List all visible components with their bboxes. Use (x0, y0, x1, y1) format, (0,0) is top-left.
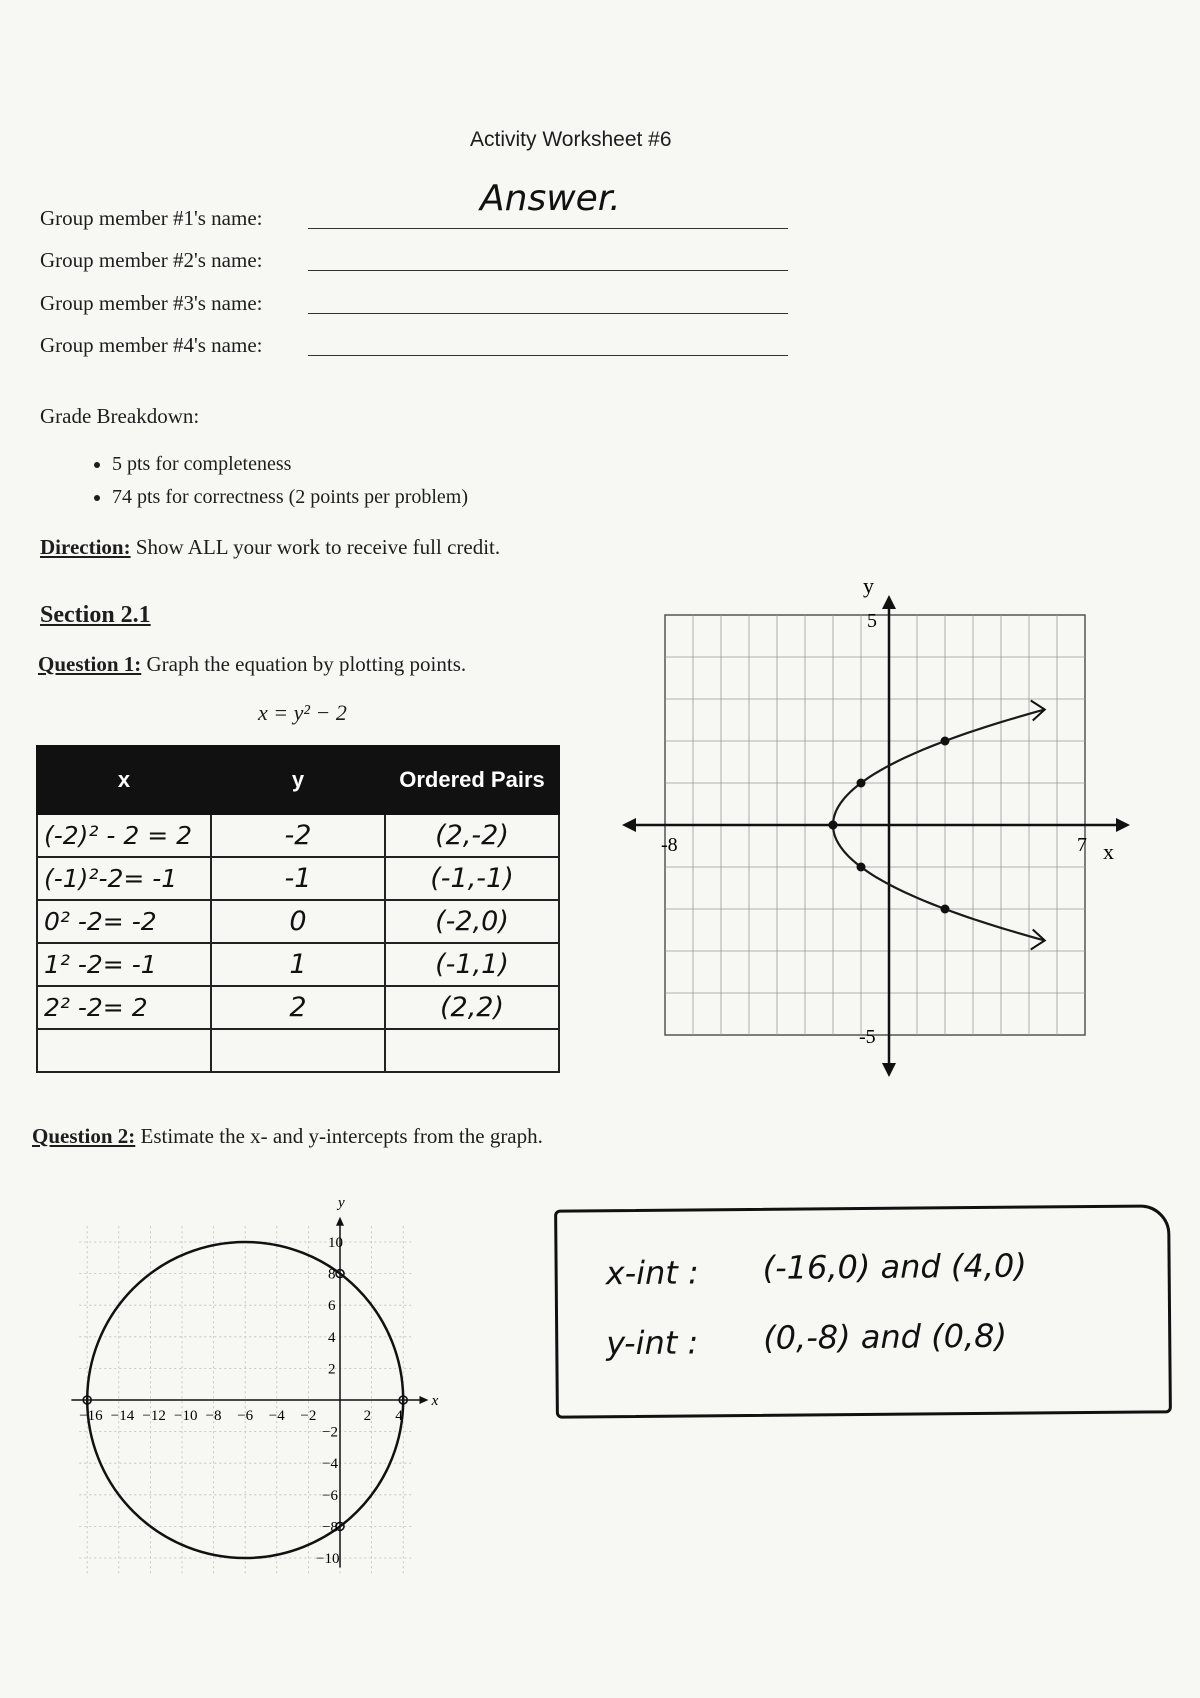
direction-label: Direction: (40, 535, 131, 559)
x-cell[interactable]: (-2)² - 2 = 2 (37, 814, 211, 857)
plotted-point (941, 737, 950, 746)
handwritten-answer-name: Answer. (480, 178, 621, 219)
pair-cell[interactable]: (-1,-1) (385, 857, 559, 900)
member-2-label: Group member #2's name: (40, 248, 263, 272)
member-2-line[interactable] (308, 270, 788, 271)
question-2 (32, 1120, 592, 1152)
plotted-point (829, 821, 838, 830)
x-tick-label: −8 (205, 1408, 222, 1424)
y-axis-up-arrow (882, 595, 896, 609)
grade-item: • 74 pts for correctness (2 points per problem) (112, 481, 468, 514)
pair-cell[interactable]: (2,-2) (385, 814, 559, 857)
grade-item: • 5 pts for completeness (112, 448, 468, 481)
table-row (37, 1029, 559, 1072)
y-axis-label: y (338, 1195, 345, 1212)
member-3-label: Group member #3's name: (40, 291, 263, 315)
pair-cell[interactable]: (2,2) (385, 986, 559, 1029)
x-tick-label: −6 (237, 1408, 254, 1424)
x-cell[interactable]: (-1)²-2= -1 (37, 857, 211, 900)
equation: x = y² − 2 (258, 700, 347, 725)
y-cell[interactable]: -1 (211, 857, 385, 900)
plotted-point (857, 863, 866, 872)
pair-cell[interactable]: (-1,1) (385, 943, 559, 986)
y-int-value: (0,-8) and (0,8) (763, 1316, 1008, 1357)
x-min-tick-label: -8 (661, 834, 678, 856)
plotted-point (857, 779, 866, 788)
y-tick-label: −2 (322, 1424, 338, 1441)
question-1-text: Graph the equation by plotting points. (141, 652, 467, 676)
y-tick-label: 8 (328, 1266, 336, 1283)
y-cell[interactable]: 1 (211, 943, 385, 986)
y-max-tick-label: 5 (867, 610, 877, 632)
question-2-label: Question 2: (32, 1124, 136, 1148)
x-tick-label: −12 (142, 1408, 166, 1424)
table-row (37, 900, 559, 943)
table-header-x: x (37, 746, 211, 814)
question-1-label: Question 1: (38, 652, 142, 676)
x-tick-label: −16 (79, 1408, 103, 1424)
member-4-label: Group member #4's name: (40, 333, 263, 357)
x-tick-label: −10 (174, 1408, 198, 1424)
worksheet-title: Activity Worksheet #6 (470, 128, 672, 151)
y-axis-arrow (336, 1217, 344, 1226)
table-header-y: y (211, 746, 385, 814)
y-axis-down-arrow (882, 1063, 896, 1077)
pair-cell[interactable]: (-2,0) (385, 900, 559, 943)
x-tick-label: −2 (300, 1408, 317, 1424)
y-tick-label: 10 (328, 1235, 343, 1251)
y-axis-label: y (863, 573, 874, 598)
x-axis-label: x (431, 1393, 439, 1409)
x-axis-right-arrow (1116, 818, 1130, 832)
member-1-label: Group member #1's name: (40, 206, 263, 230)
table-header-pairs: Ordered Pairs (385, 746, 559, 814)
y-cell[interactable]: 2 (211, 986, 385, 1029)
x-max-tick-label: 7 (1077, 834, 1087, 856)
parabola-graph[interactable] (620, 573, 1140, 1130)
x-cell[interactable]: 0² -2= -2 (37, 900, 211, 943)
y-tick-label: 6 (328, 1298, 336, 1315)
graph-2-axes (71, 1217, 428, 1568)
graph-1-axes (622, 595, 1130, 1077)
pair-cell[interactable] (385, 1029, 559, 1072)
grade-heading: Grade Breakdown: (40, 404, 200, 428)
grade-list (70, 448, 468, 514)
y-tick-label: −6 (322, 1487, 338, 1504)
x-cell[interactable] (37, 1029, 211, 1072)
y-cell[interactable]: -2 (211, 814, 385, 857)
y-tick-label: −4 (322, 1456, 338, 1473)
y-min-tick-label: -5 (859, 1026, 876, 1048)
circle-graph[interactable] (40, 1185, 460, 1570)
table-row (37, 857, 559, 900)
y-tick-label: 4 (328, 1329, 336, 1346)
y-cell[interactable]: 0 (211, 900, 385, 943)
y-tick-label: −10 (316, 1551, 340, 1567)
member-4-line[interactable] (308, 355, 788, 356)
direction-text: Show ALL your work to receive full credit. (130, 535, 501, 559)
x-axis-left-arrow (622, 818, 636, 832)
x-axis-arrow (419, 1396, 428, 1404)
table-row (37, 986, 559, 1029)
member-3-line[interactable] (308, 313, 788, 314)
plotted-point (941, 905, 950, 914)
x-tick-label: 2 (363, 1408, 372, 1424)
x-tick-label: −14 (110, 1408, 135, 1424)
direction (40, 535, 500, 560)
graph-1-labels (661, 573, 1114, 1048)
y-int-label: y-int : (606, 1323, 699, 1363)
x-tick-label: 4 (395, 1408, 403, 1424)
x-axis-label: x (1103, 839, 1114, 864)
question-1 (38, 652, 466, 677)
x-int-value: (-16,0) and (4,0) (762, 1246, 1027, 1287)
points-table (36, 745, 560, 1073)
x-tick-label: −4 (268, 1408, 285, 1424)
member-1-line[interactable] (308, 228, 788, 229)
x-cell[interactable]: 2² -2= 2 (37, 986, 211, 1029)
section-title: Section 2.1 (40, 602, 151, 628)
y-cell[interactable] (211, 1029, 385, 1072)
answer-box (554, 1204, 1172, 1418)
y-tick-label: −8 (322, 1519, 338, 1536)
table-row (37, 943, 559, 986)
x-int-label: x-int : (605, 1253, 699, 1293)
table-row (37, 814, 559, 857)
y-tick-label: 2 (328, 1361, 336, 1378)
x-cell[interactable]: 1² -2= -1 (37, 943, 211, 986)
question-2-text: Estimate the x- and y-intercepts from the graph. (135, 1124, 543, 1148)
